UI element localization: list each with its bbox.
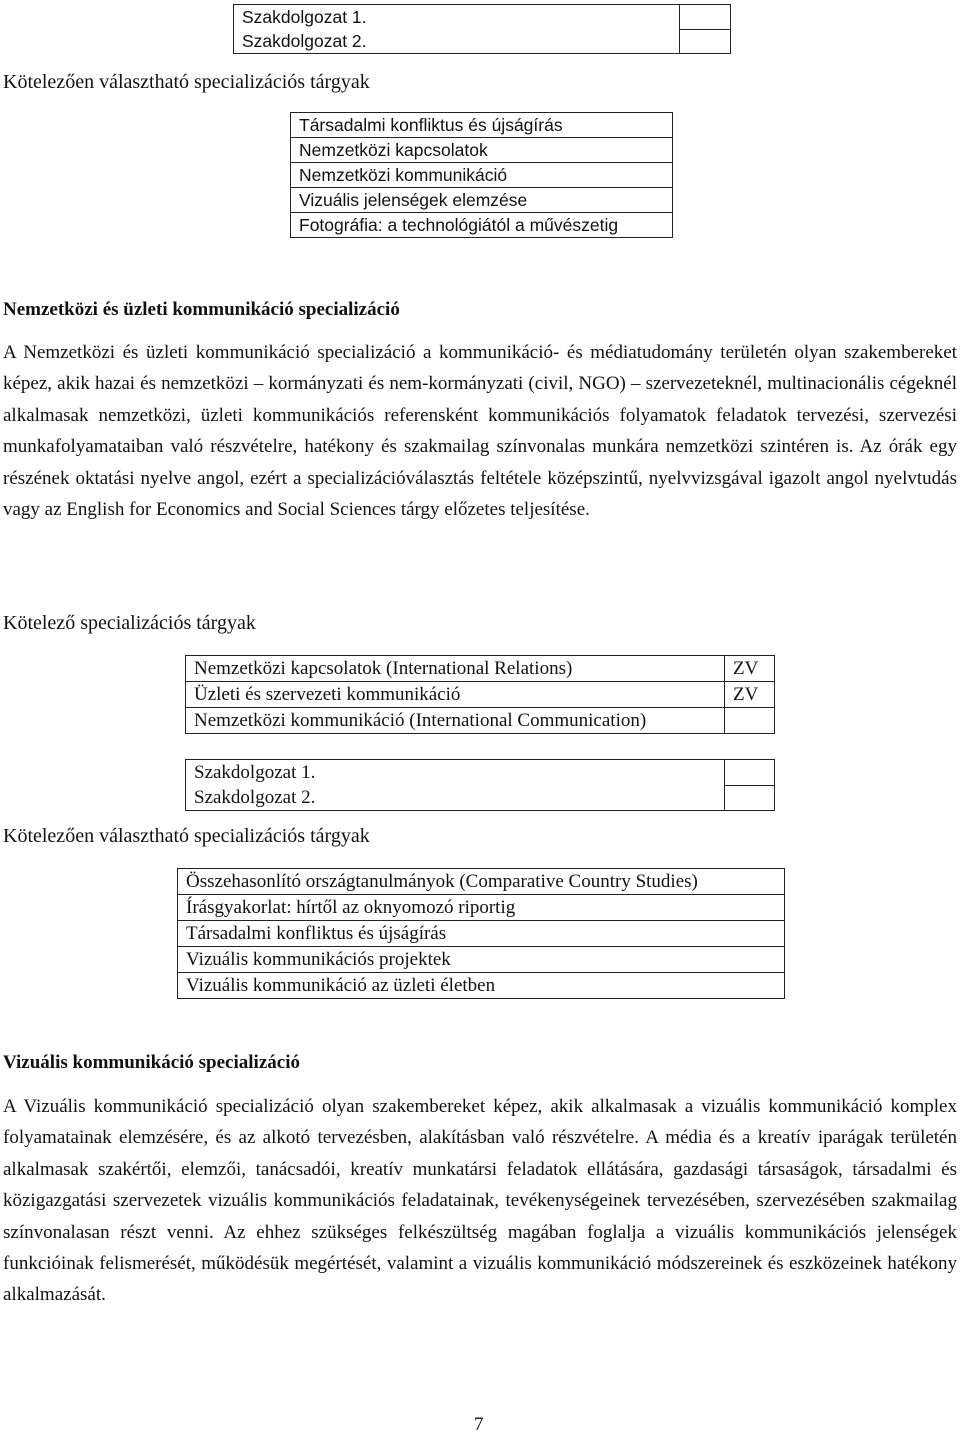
table-row <box>291 113 673 138</box>
empty-cell <box>725 785 775 811</box>
visual-section-paragraph: A Vizuális kommunikáció specializáció olyan szakembereket képez, akik alkalmasak a vizuális kommunikáció komplex folyamatainak elemzésére, és az alkotó tervezésben, alakításban való részvételre. A média és a kreatív iparágak területén alkalmasak szakértői, elemzői, tanácsadói, kreatív munkatársi feladatok ellátására, gazdasági társaságok, társadalmi és közigazgatási szervezetek vizuális kommunikációs feladatainak, tevékenységeinek tervezésében, szervezésében szakmailag színvonalasan részt venni. Az ehhez szükséges felkészültség magában foglalja a vizuális kommunikációs jelenségek funkcióinak felismerését, működésük megértését, valamint a vizuális kommunikáció módszereinek és eszközeinek hatékony alkalmazását. <box>3 1096 957 1306</box>
page-number: 7 <box>474 1414 484 1435</box>
elective-courses-heading: Kötelezően választható specializációs tárgyak <box>3 825 370 847</box>
course-cell: Írásgyakorlat: hírtől az oknyomozó riportig <box>178 895 785 921</box>
course-cell: Nemzetközi kommunikáció (International Communication) <box>186 708 725 734</box>
table-row <box>291 213 673 238</box>
table-row <box>186 708 775 734</box>
table-row <box>234 5 731 30</box>
business-section-paragraph: A Nemzetközi és üzleti kommunikáció specializáció a kommunikáció- és médiatudomány területén olyan szakembereket képez, akik hazai és nemzetközi – kormányzati és nem-kormányzati (civil, NGO) – szervezeteknél, multinacionális cégeknél alkalmasak nemzetközi, üzleti kommunikációs referensként kommunikációs folyamatok feladatok tervezési, szervezési munkafolyamataiban való részvételre, hatékony és szakmailag színvonalas munkára nemzetközi szintéren is. Az órák egy részének oktatási nyelve angol, ezért a specializációválasztás feltétele középszintű, nyelvvizsgával igazolt angol nyelvtudás vagy az English for Economics and Social Sciences tárgy előzetes teljesítése. <box>3 342 957 521</box>
mandatory-courses-heading: Kötelező specializációs tárgyak <box>3 612 256 634</box>
thesis-cell: Szakdolgozat 1. <box>234 5 680 30</box>
table-row <box>186 785 775 811</box>
top-thesis-table <box>233 4 731 54</box>
table-row <box>186 760 775 786</box>
course-cell: Vizuális kommunikáció az üzleti életben <box>178 973 785 999</box>
thesis-cell: Szakdolgozat 1. <box>186 760 725 786</box>
exam-type-cell <box>725 708 775 734</box>
exam-type-cell: ZV <box>725 656 775 682</box>
table-row <box>234 29 731 54</box>
table-row <box>178 869 785 895</box>
course-cell: Vizuális kommunikációs projektek <box>178 947 785 973</box>
table-row <box>291 188 673 213</box>
course-cell: Társadalmi konfliktus és újságírás <box>291 113 673 138</box>
table-row <box>178 947 785 973</box>
thesis-table <box>185 759 775 811</box>
table-row <box>178 895 785 921</box>
course-cell: Nemzetközi kapcsolatok (International Relations) <box>186 656 725 682</box>
table-row <box>186 682 775 708</box>
elective-courses-table <box>177 868 785 999</box>
course-cell: Összehasonlító országtanulmányok (Comparative Country Studies) <box>178 869 785 895</box>
thesis-cell: Szakdolgozat 2. <box>234 29 680 54</box>
course-cell: Üzleti és szervezeti kommunikáció <box>186 682 725 708</box>
thesis-cell: Szakdolgozat 2. <box>186 785 725 811</box>
table-row <box>178 921 785 947</box>
empty-cell <box>680 5 731 30</box>
table-row <box>291 138 673 163</box>
empty-cell <box>725 760 775 786</box>
course-cell: Nemzetközi kapcsolatok <box>291 138 673 163</box>
table-row <box>186 656 775 682</box>
course-cell: Vizuális jelenségek elemzése <box>291 188 673 213</box>
course-cell: Nemzetközi kommunikáció <box>291 163 673 188</box>
course-cell: Fotográfia: a technológiától a művészetig <box>291 213 673 238</box>
course-cell: Társadalmi konfliktus és újságírás <box>178 921 785 947</box>
table-row <box>178 973 785 999</box>
business-section-title: Nemzetközi és üzleti kommunikáció specializáció <box>3 299 400 320</box>
top-elective-table <box>290 112 673 238</box>
empty-cell <box>680 29 731 54</box>
visual-section-title: Vizuális kommunikáció specializáció <box>3 1052 300 1073</box>
mandatory-courses-table <box>185 655 775 734</box>
top-elective-heading: Kötelezően választható specializációs tárgyak <box>3 71 370 93</box>
exam-type-cell: ZV <box>725 682 775 708</box>
table-row <box>291 163 673 188</box>
